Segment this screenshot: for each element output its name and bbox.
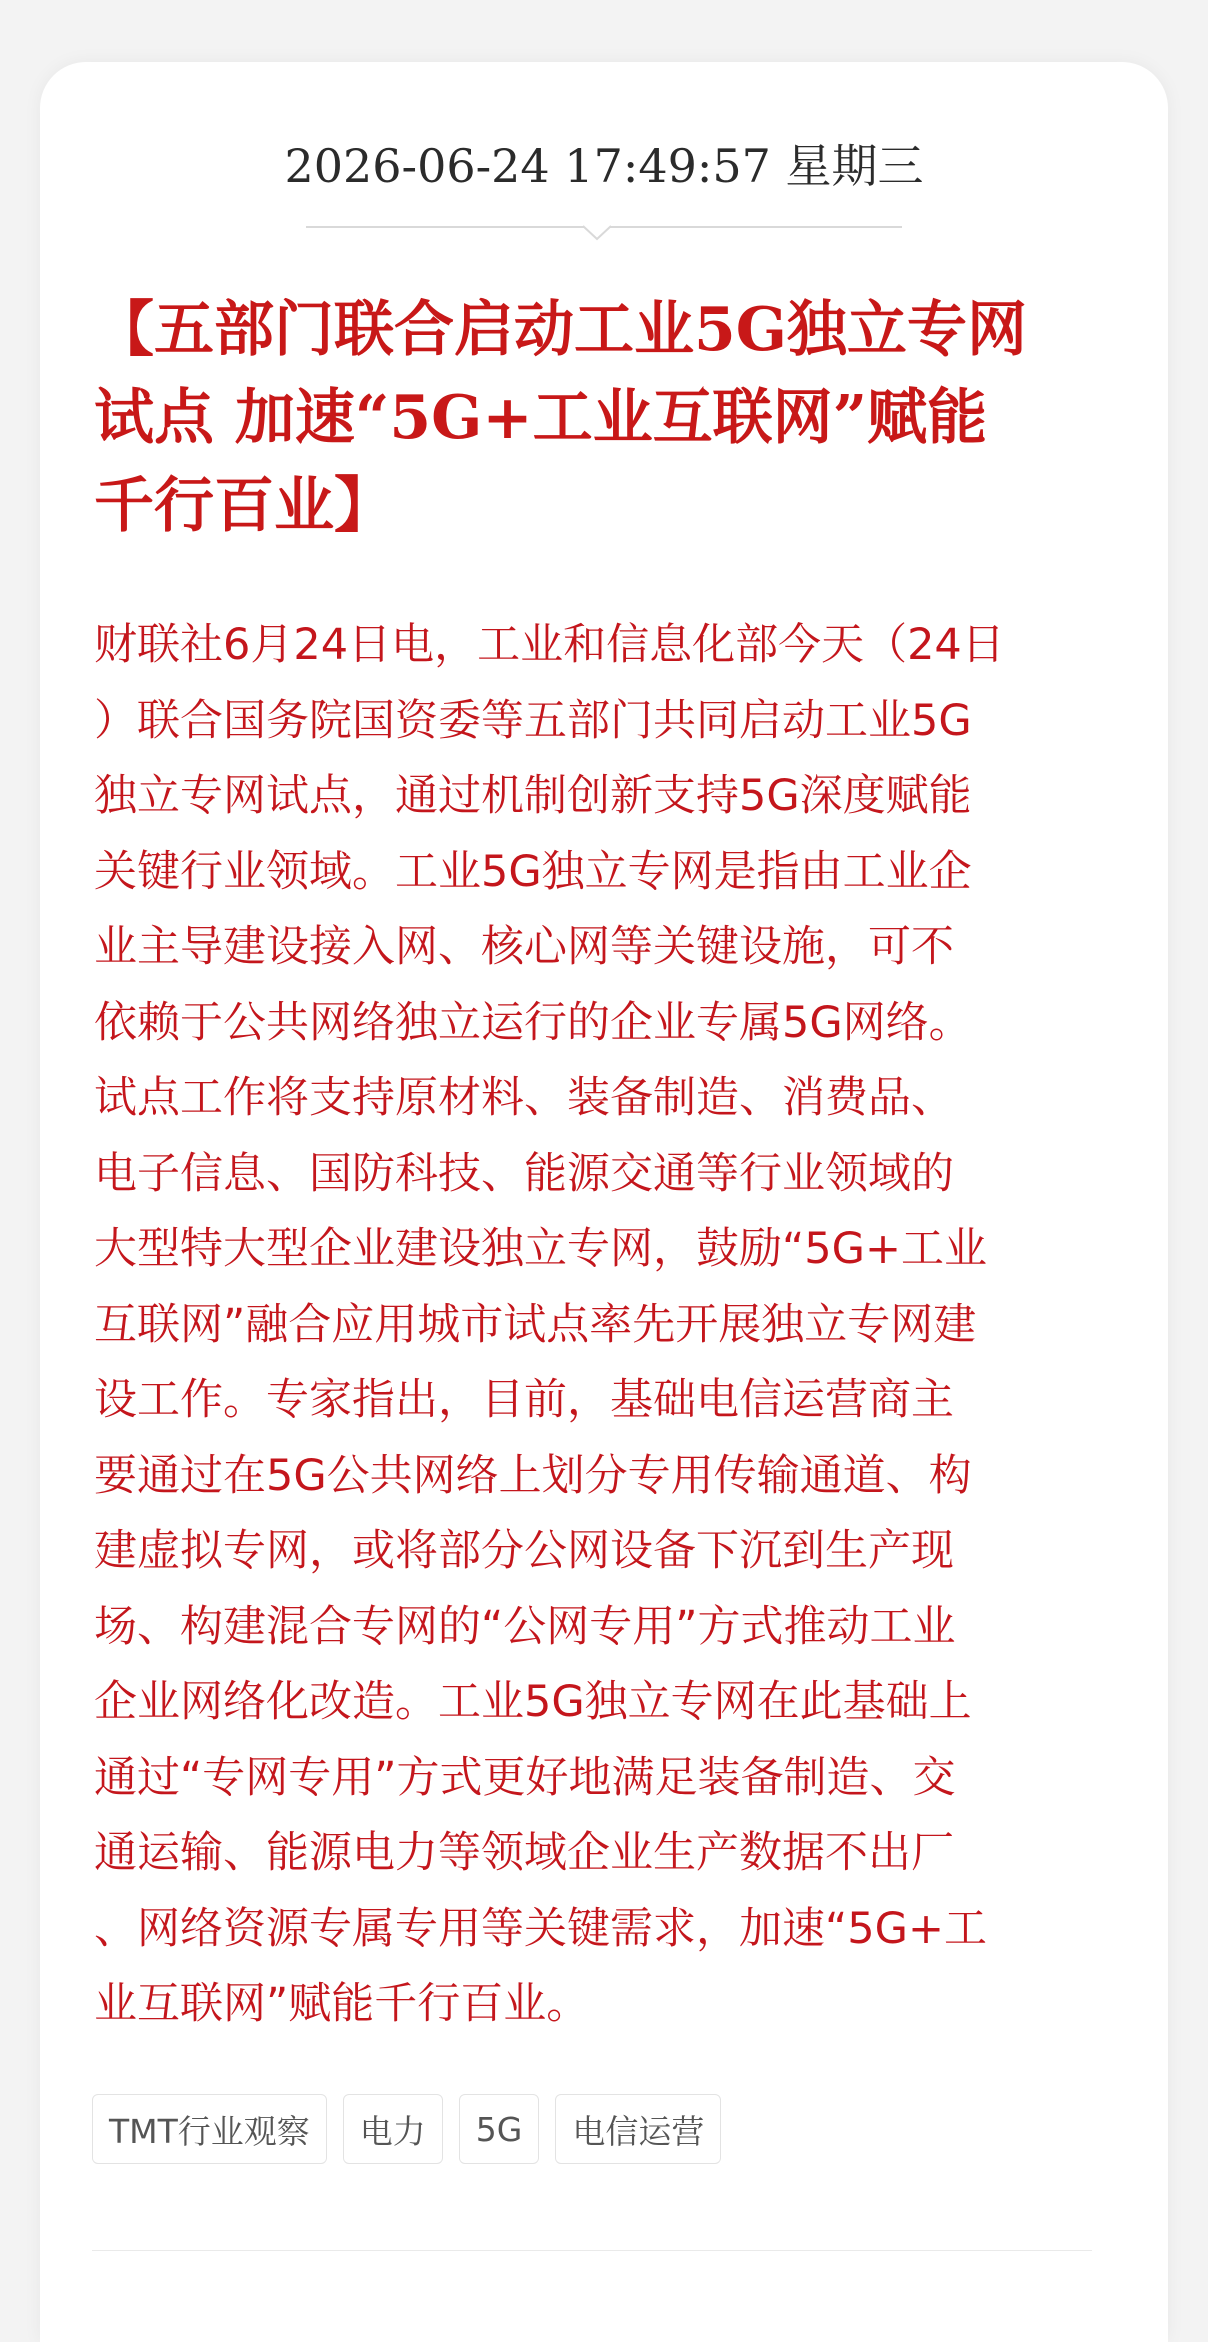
body-line: 依赖于公共网络独立运行的企业专属5G网络。 <box>94 997 972 1048</box>
body-line: 电子信息、国防科技、能源交通等行业领域的 <box>94 1148 954 1199</box>
body-line: 通运输、能源电力等领域企业生产数据不出厂 <box>94 1828 954 1878</box>
body-line: 独立专网试点，通过机制创新支持5G深度赋能 <box>94 771 972 821</box>
tag-5g[interactable]: 5G <box>459 2094 540 2164</box>
body-line: 业互联网”赋能千行百业。 <box>94 1979 590 2029</box>
body-line: 设工作。专家指出，目前，基础电信运营商主 <box>94 1375 954 1425</box>
headline-line: 千行百业】 <box>94 471 394 541</box>
body-line: 企业网络化改造。工业5G独立专网在此基础上 <box>94 1677 972 1727</box>
headline-line: 【五部门联合启动工业5G独立专网 <box>94 295 1027 365</box>
body-line: 要通过在5G公共网络上划分专用传输通道、构 <box>94 1450 972 1501</box>
body-line: 通过“专网专用”方式更好地满足装备制造、交 <box>94 1752 956 1803</box>
body-line: 、网络资源专属专用等关键需求，加速“5G+工 <box>94 1903 987 1954</box>
article-headline <box>94 286 1124 550</box>
divider-notch <box>583 225 611 241</box>
body-line: 财联社6月24日电，工业和信息化部今天（24日 <box>94 620 1005 670</box>
body-line: ）联合国务院国资委等五部门共同启动工业5G <box>94 695 972 746</box>
body-line: 建虚拟专网，或将部分公网设备下沉到生产现 <box>94 1526 954 1576</box>
article-body <box>94 608 1134 2043</box>
body-line: 场、构建混合专网的“公网专用”方式推动工业 <box>94 1601 956 1652</box>
tag-list <box>92 2094 721 2164</box>
body-line: 互联网”融合应用城市试点率先开展独立专网建 <box>94 1299 977 1350</box>
tag-telecom[interactable]: 电信运营 <box>555 2094 721 2164</box>
body-line: 业主导建设接入网、核心网等关键设施，可不 <box>94 922 954 972</box>
body-line: 大型特大型企业建设独立专网，鼓励“5G+工业 <box>94 1224 987 1274</box>
body-line: 关键行业领域。工业5G独立专网是指由工业企 <box>94 846 972 897</box>
headline-line: 试点 加速“5G+工业互联网”赋能 <box>94 383 988 453</box>
body-line: 试点工作将支持原材料、装备制造、消费品、 <box>94 1073 954 1123</box>
tag-power[interactable]: 电力 <box>343 2094 443 2164</box>
bottom-divider <box>92 2250 1092 2251</box>
publish-datetime: 2026-06-24 17:49:57 星期三 <box>284 139 924 193</box>
tag-tmt[interactable]: TMT行业观察 <box>92 2094 327 2164</box>
